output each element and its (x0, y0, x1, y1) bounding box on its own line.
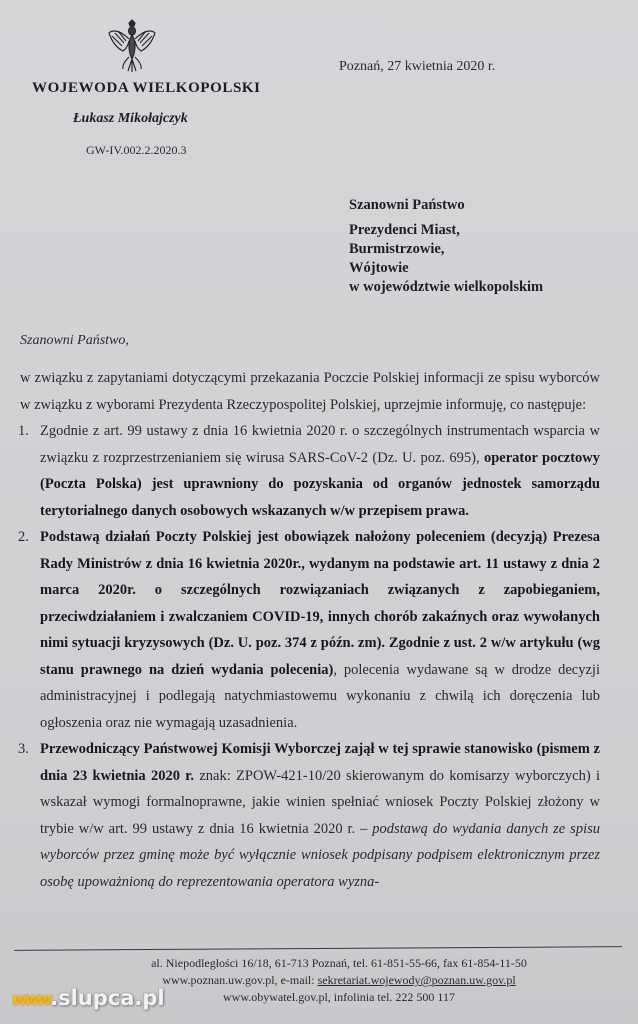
addressee-greeting: Szanowni Państwo (349, 197, 465, 213)
point-number: 2. (18, 529, 29, 545)
official-name: Łukasz Mikołajczyk (73, 111, 188, 126)
letter-date: Poznań, 27 kwietnia 2020 r. (339, 59, 496, 74)
addressee-line: w województwie wielkopolskim (349, 279, 544, 295)
point-item (20, 524, 600, 736)
point-text-bold: operator pocztowy (Poczta Polska) jest uprawniony do pozyskania od organów jednostek samorządu terytorialnego danych osobowych wskazanych w/w przepisem prawa. (40, 449, 600, 519)
footer-divider (14, 946, 622, 951)
organization-name: WOJEWODA WIELKOPOLSKI (32, 80, 261, 96)
point-text: , polecenia wydawane są w drodze decyzji administracyjnej i podlegają natychmiastowemu wykonaniu z chwilą ich doręczenia lub ogłoszenia oraz nie wymagają uzasadnienia. (40, 661, 600, 731)
point-number: 3. (18, 741, 29, 757)
addressee-block (349, 196, 543, 297)
site-watermark-logo (12, 986, 165, 1010)
salutation: Szanowni Państwo, (20, 333, 129, 348)
intro-paragraph: w związku z zapytaniami dotyczącymi przekazania Poczcie Polskiej informacji ze spisu wyborców w związku z wyborami Prezydenta Rzeczypospolitej Polskiej, uprzejmie informuję, co następuje: (20, 370, 600, 413)
point-text-italic: podstawą do wydania danych ze spisu wyborców przez gminę może być wyłącznie wniosek podpisany podpisem elektronicznym przez osobę upoważnioną do reprezentowania operatora wyzna- (40, 820, 600, 890)
point-text: Zgodnie z art. 99 ustawy z dnia 16 kwietnia 2020 r. o szczególnych instrumentach wsparcia w związku z rozprzestrzenianiem się wirusa SARS-CoV-2 (Dz. U. poz. 695), (40, 423, 600, 466)
footer-web: www.poznan.uw.gov.pl, e-mail: (162, 973, 318, 987)
addressee-line: Burmistrzowie, (349, 241, 445, 257)
point-item (20, 418, 600, 524)
points-list (20, 418, 600, 895)
watermark-www-mark: www (12, 990, 51, 1010)
footer-address: al. Niepodległości 16/18, 61-713 Poznań, tel. 61-851-55-66, fax 61-854-11-50 (151, 956, 527, 970)
polish-eagle-emblem-icon (103, 17, 161, 75)
footer-email-link[interactable]: sekretariat.wojewody@poznan.uw.gov.pl (317, 973, 516, 987)
point-number: 1. (18, 423, 29, 439)
letter-body (20, 365, 600, 895)
point-text-bold: Przewodniczący Państwowej Komisji Wyborczej zajął w tej sprawie stanowisko (pismem z dnia 23 kwietnia 2020 r. (40, 741, 600, 784)
footer-infoline: www.obywatel.gov.pl, infolinia tel. 222 500 117 (223, 990, 455, 1004)
point-item (20, 736, 600, 895)
watermark-text: .slupca.pl (50, 986, 165, 1010)
addressee-line: Prezydenci Miast, (349, 222, 460, 238)
addressee-line: Wójtowie (349, 260, 409, 276)
point-text: znak: ZPOW-421-10/20 skierowanym do komisarzy wyborczych) i wskazał wymogi formalnoprawne, jakie winien spełniać wniosek Poczty Polskiej złożony w trybie w/w art. 99 ustawy z dnia 16 kwietnia 2020 r. – (40, 767, 600, 837)
point-text-bold: Podstawą działań Poczty Polskiej jest obowiązek nałożony poleceniem (decyzją) Prezesa Rady Ministrów z dnia 16 kwietnia 2020r., wydanym na podstawie art. 11 ustawy z dnia 2 marca 2020r. o szczególnych rozwiązaniach związanych z zapobieganiem, przeciwdziałaniem i zwalczaniem COVID-19, innych chorób zakaźnych oraz wywołanych nimi sytuacji kryzysowych (Dz. U. poz. 374 z późn. zm). Zgodnie z ust. 2 w/w artykułu (wg stanu prawnego na dzień wydania polecenia) (40, 529, 600, 678)
reference-number: GW-IV.002.2.2020.3 (86, 143, 187, 157)
